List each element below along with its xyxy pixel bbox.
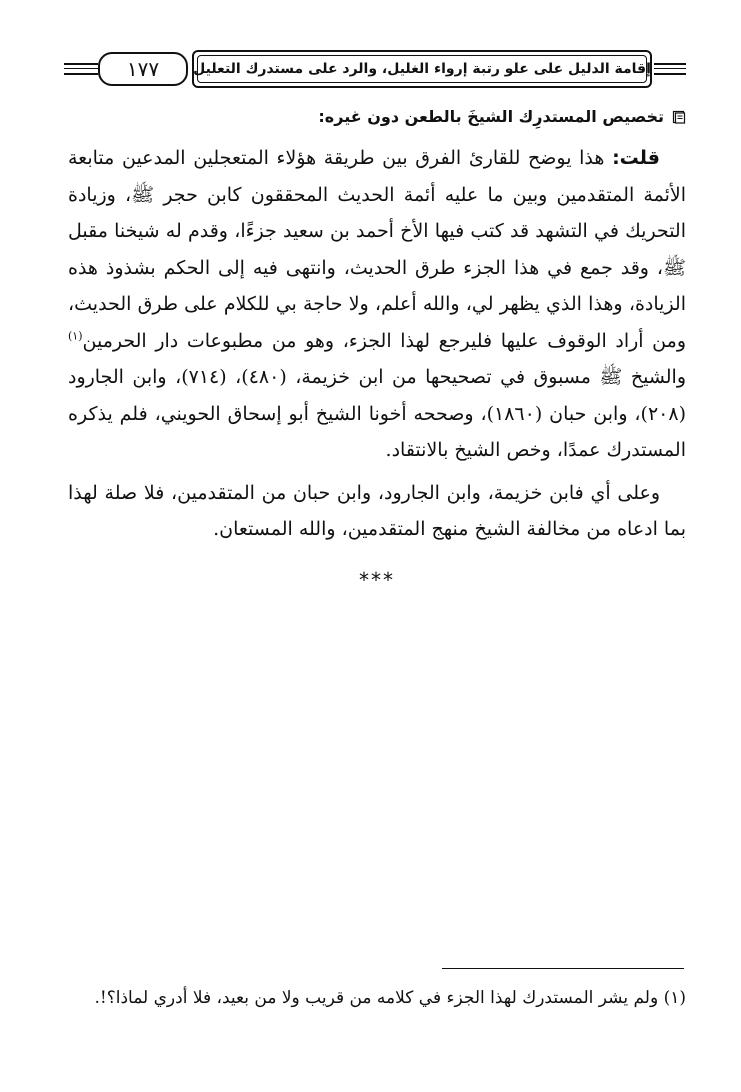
page-number: ١٧٧ bbox=[98, 52, 188, 86]
footnote-divider bbox=[442, 968, 684, 969]
header-rule bbox=[654, 73, 686, 75]
header-rule bbox=[64, 73, 98, 75]
book-icon bbox=[672, 110, 686, 124]
footnote: (١) ولم يشر المستدرك لهذا الجزء في كلامه من قريب ولا من بعيد، فلا أدري لماذا؟!. bbox=[94, 988, 686, 1008]
running-header bbox=[64, 50, 686, 92]
footnote-reference[interactable]: (١) bbox=[68, 329, 83, 343]
book-title bbox=[192, 50, 652, 88]
header-rule bbox=[654, 63, 686, 65]
header-rule bbox=[654, 68, 686, 69]
book-title-text: إقامة الدليل على علو رتبة إرواء الغليل، والرد على مستدرك التعليل bbox=[193, 61, 651, 77]
paragraph-text: هذا يوضح للقارئ الفرق بين طريقة هؤلاء المتعجلين المدعين متابعة الأئمة المتقدمين وبين ما عليه أئمة الحديث المحققون كابن حجر ﷺ، وزيادة التحريك في التشهد قد كتب فيها الأخ أحمد بن سعيد جزءًا، وقدم له شيخنا مقبل ﷺ، وقد جمع في هذا الجزء طرق الحديث، وانتهى فيه إلى الحكم بشذوذ هذه الزيادة، وهذا الذي يظهر لي، والله أعلم، ولا حاجة بي للكلام على طرق الحديث، ومن أراد الوقوف عليها فليرجع لهذا الجزء، وهو من مطبوعات دار الحرمين bbox=[68, 147, 686, 352]
paragraph bbox=[68, 140, 686, 469]
section-heading bbox=[68, 102, 686, 132]
paragraph-keyword: قلت: bbox=[612, 147, 660, 169]
header-rule bbox=[64, 68, 98, 69]
header-rule bbox=[64, 63, 98, 65]
main-text bbox=[68, 102, 686, 598]
paragraph: وعلى أي فابن خزيمة، وابن الجارود، وابن حبان من المتقدمين، فلا صلة لهذا بما ادعاه من مخالفة الشيخ منهج المتقدمين، والله المستعان. bbox=[68, 481, 686, 540]
section-heading-text: تخصيص المستدرِك الشيخَ بالطعن دون غيره: bbox=[318, 107, 664, 126]
section-separator: *** bbox=[359, 567, 395, 592]
paragraph-text: والشيخ ﷺ مسبوق في تصحيحها من ابن خزيمة، (٤٨٠)، (٧١٤)، وابن الجارود (٢٠٨)، وابن حبان (١٨٦٠)، وصححه أخونا الشيخ أبو إسحاق الحويني، فلم يذكره المستدرك عمدًا، وخص الشيخ بالانتقاد. bbox=[68, 366, 687, 461]
